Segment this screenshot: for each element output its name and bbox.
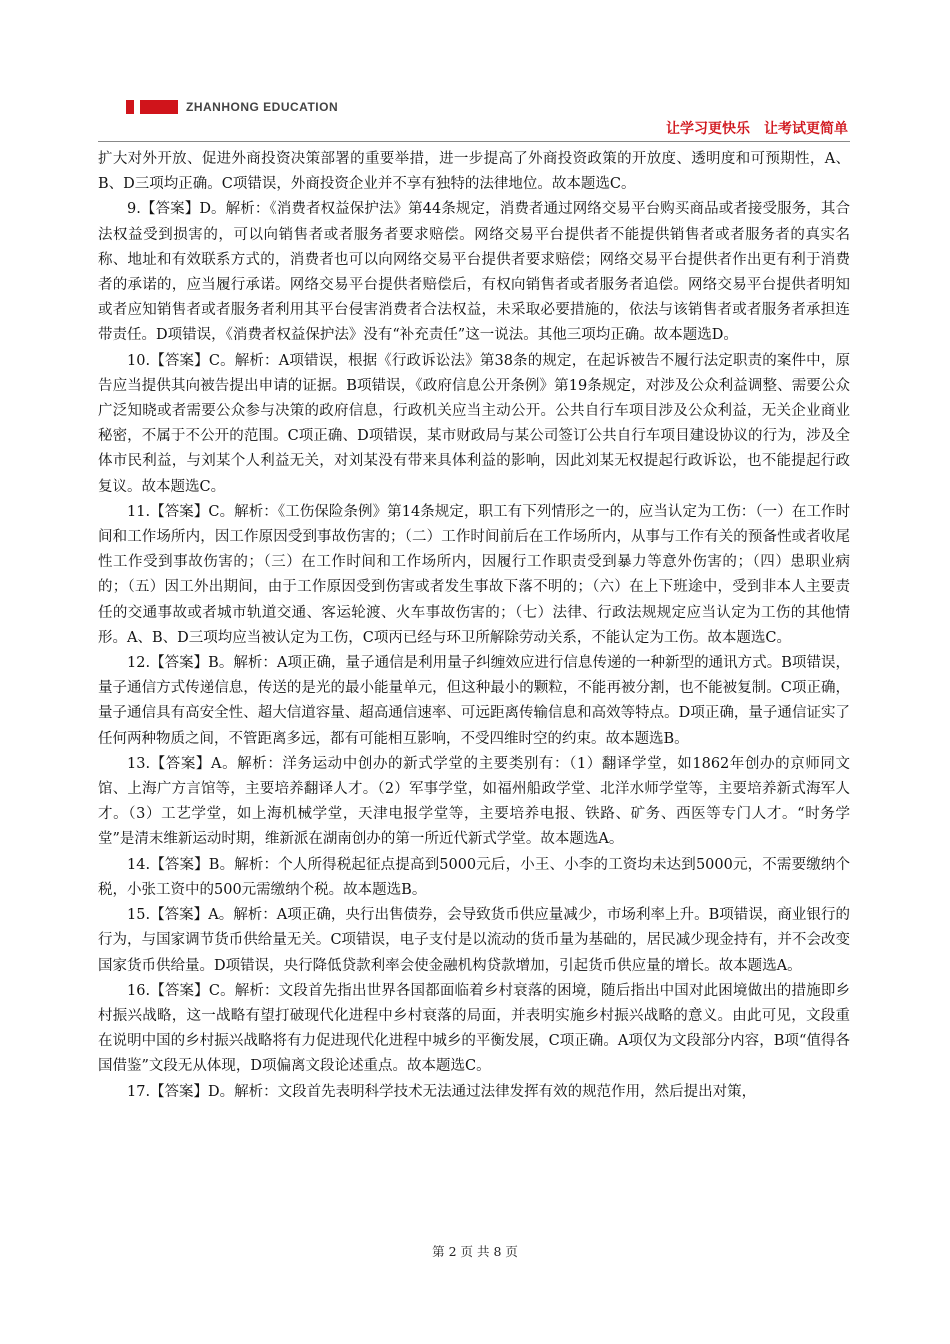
answer-paragraph-15: 15.【答案】A。解析：A项正确，央行出售债券，会导致货币供应量减少，市场利率上升。B项错误，商业银行的行为，与国家调节货币供给量无关。C项错误，电子支付是以流动的货币量为基础的，居民减少现金持有，并不会改变国家货币供给量。D项错误，央行降低贷款利率会使金融机构贷款增加，引起货币供应量的增长。故本题选A。 xyxy=(98,907,850,974)
answer-paragraph-10: 10.【答案】C。解析：A项错误，根据《行政诉讼法》第38条的规定，在起诉被告不履行法定职责的案件中，原告应当提供其向被告提出申请的证据。B项错误，《政府信息公开条例》第19条规定，对涉及公众利益调整、需要公众广泛知晓或者需要公众参与决策的政府信息，行政机关应当主动公开。公共自行车项目涉及公众利益，无关企业商业秘密，不属于不公开的范围。C项正确、D项错误，某市财政局与某公司签订公共自行车项目建设协议的行为，涉及全体市民利益，与刘某个人利益无关，对刘某没有带来具体利益的影响，因此刘某无权提起行政诉讼，也不能提起行政复议。故本题选C。 xyxy=(98,352,850,495)
answer-paragraph-11: 11.【答案】C。解析：《工伤保险条例》第14条规定，职工有下列情形之一的，应当认定为工伤：（一）在工作时间和工作场所内，因工作原因受到事故伤害的；（二）工作时间前后在工作场所内，从事与工作有关的预备性或者收尾性工作受到事故伤害的；（三）在工作时间和工作场所内，因履行工作职责受到暴力等意外伤害的；（四）患职业病的；（五）因工外出期间，由于工作原因受到伤害或者发生事故下落不明的；（六）在上下班途中，受到非本人主要责任的交通事故或者城市轨道交通、客运轮渡、火车事故伤害的；（七）法律、行政法规规定应当认定为工伤的其他情形。A、B、D三项均应当被认定为工伤，C项丙已经与环卫所解除劳动关系，不能认定为工伤。故本题选C。 xyxy=(98,503,850,646)
header-divider xyxy=(98,141,850,142)
answer-paragraph-14: 14.【答案】B。解析：个人所得税起征点提高到5000元后，小王、小李的工资均未达到5000元，不需要缴纳个税，小张工资中的500元需缴纳个税。故本题选B。 xyxy=(98,856,850,898)
paragraph-continuation: 扩大对外开放、促进外商投资决策部署的重要举措，进一步提高了外商投资政策的开放度、透明度和可预期性，A、B、D三项均正确。C项错误，外商投资企业并不享有独特的法律地位。故本题选C。 xyxy=(98,151,850,193)
answer-paragraph-9: 9.【答案】D。解析：《消费者权益保护法》第44条规定，消费者通过网络交易平台购买商品或者接受服务，其合法权益受到损害的，可以向销售者或者服务者要求赔偿。网络交易平台提供者不能提供销售者或者服务者的真实名称、地址和有效联系方式的，消费者也可以向网络交易平台提供者要求赔偿；网络交易平台提供者作出更有利于消费者的承诺的，应当履行承诺。网络交易平台提供者赔偿后，有权向销售者或者服务者追偿。网络交易平台提供者明知或者应知销售者或者服务者利用其平台侵害消费者合法权益，未采取必要措施的，依法与该销售者或者服务者承担连带责任。D项错误，《消费者权益保护法》没有“补充责任”这一说法。其他三项均正确。故本题选D。 xyxy=(98,201,850,344)
page-number: 第 2 页 共 8 页 xyxy=(432,1244,518,1259)
answer-paragraph-13: 13.【答案】A。解析：洋务运动中创办的新式学堂的主要类别有：（1）翻译学堂，如1862年创办的京师同文馆、上海广方言馆等，主要培养翻译人才。（2）军事学堂，如福州船政学堂、北洋水师学堂等，主要培养新式海军人才。（3）工艺学堂，如上海机械学堂，天津电报学堂等，主要培养电报、铁路、矿务、西医等专门人才。“时务学堂”是清末维新运动时期，维新派在湖南创办的第一所近代新式学堂。故本题选A。 xyxy=(98,755,850,848)
answer-paragraph-12: 12.【答案】B。解析：A项正确，量子通信是利用量子纠缠效应进行信息传递的一种新型的通讯方式。B项错误，量子通信方式传递信息，传送的是光的最小能量单元，但这种最小的颗粒，不能再被分割，也不能被复制。C项正确，量子通信具有高安全性、超大信道容量、超高通信速率、可远距离传输信息和高效等特点。D项正确，量子通信证实了任何两种物质之间，不管距离多远，都有可能相互影响，不受四维时空的约束。故本题选B。 xyxy=(98,655,850,747)
brand-logo-text: ZHANHONG EDUCATION xyxy=(186,100,339,114)
header-slogan: 让学习更快乐 让考试更简单 xyxy=(666,121,848,137)
answer-explanations xyxy=(98,147,850,1105)
brand-logo-icon xyxy=(126,100,178,114)
answer-paragraph-16: 16.【答案】C。解析：文段首先指出世界各国都面临着乡村衰落的困境，随后指出中国对此困境做出的措施即乡村振兴战略，这一战略有望打破现代化进程中乡村衰落的局面，并表明实施乡村振兴战略的意义。由此可见，文段重在说明中国的乡村振兴战略将有力促进现代化进程中城乡的平衡发展，C项正确。A项仅为文段部分内容，B项“值得各国借鉴”文段无从体现，D项偏离文段论述重点。故本题选C。 xyxy=(98,982,850,1075)
answer-paragraph-17: 17.【答案】D。解析：文段首先表明科学技术无法通过法律发挥有效的规范作用，然后提出对策， xyxy=(127,1083,757,1100)
